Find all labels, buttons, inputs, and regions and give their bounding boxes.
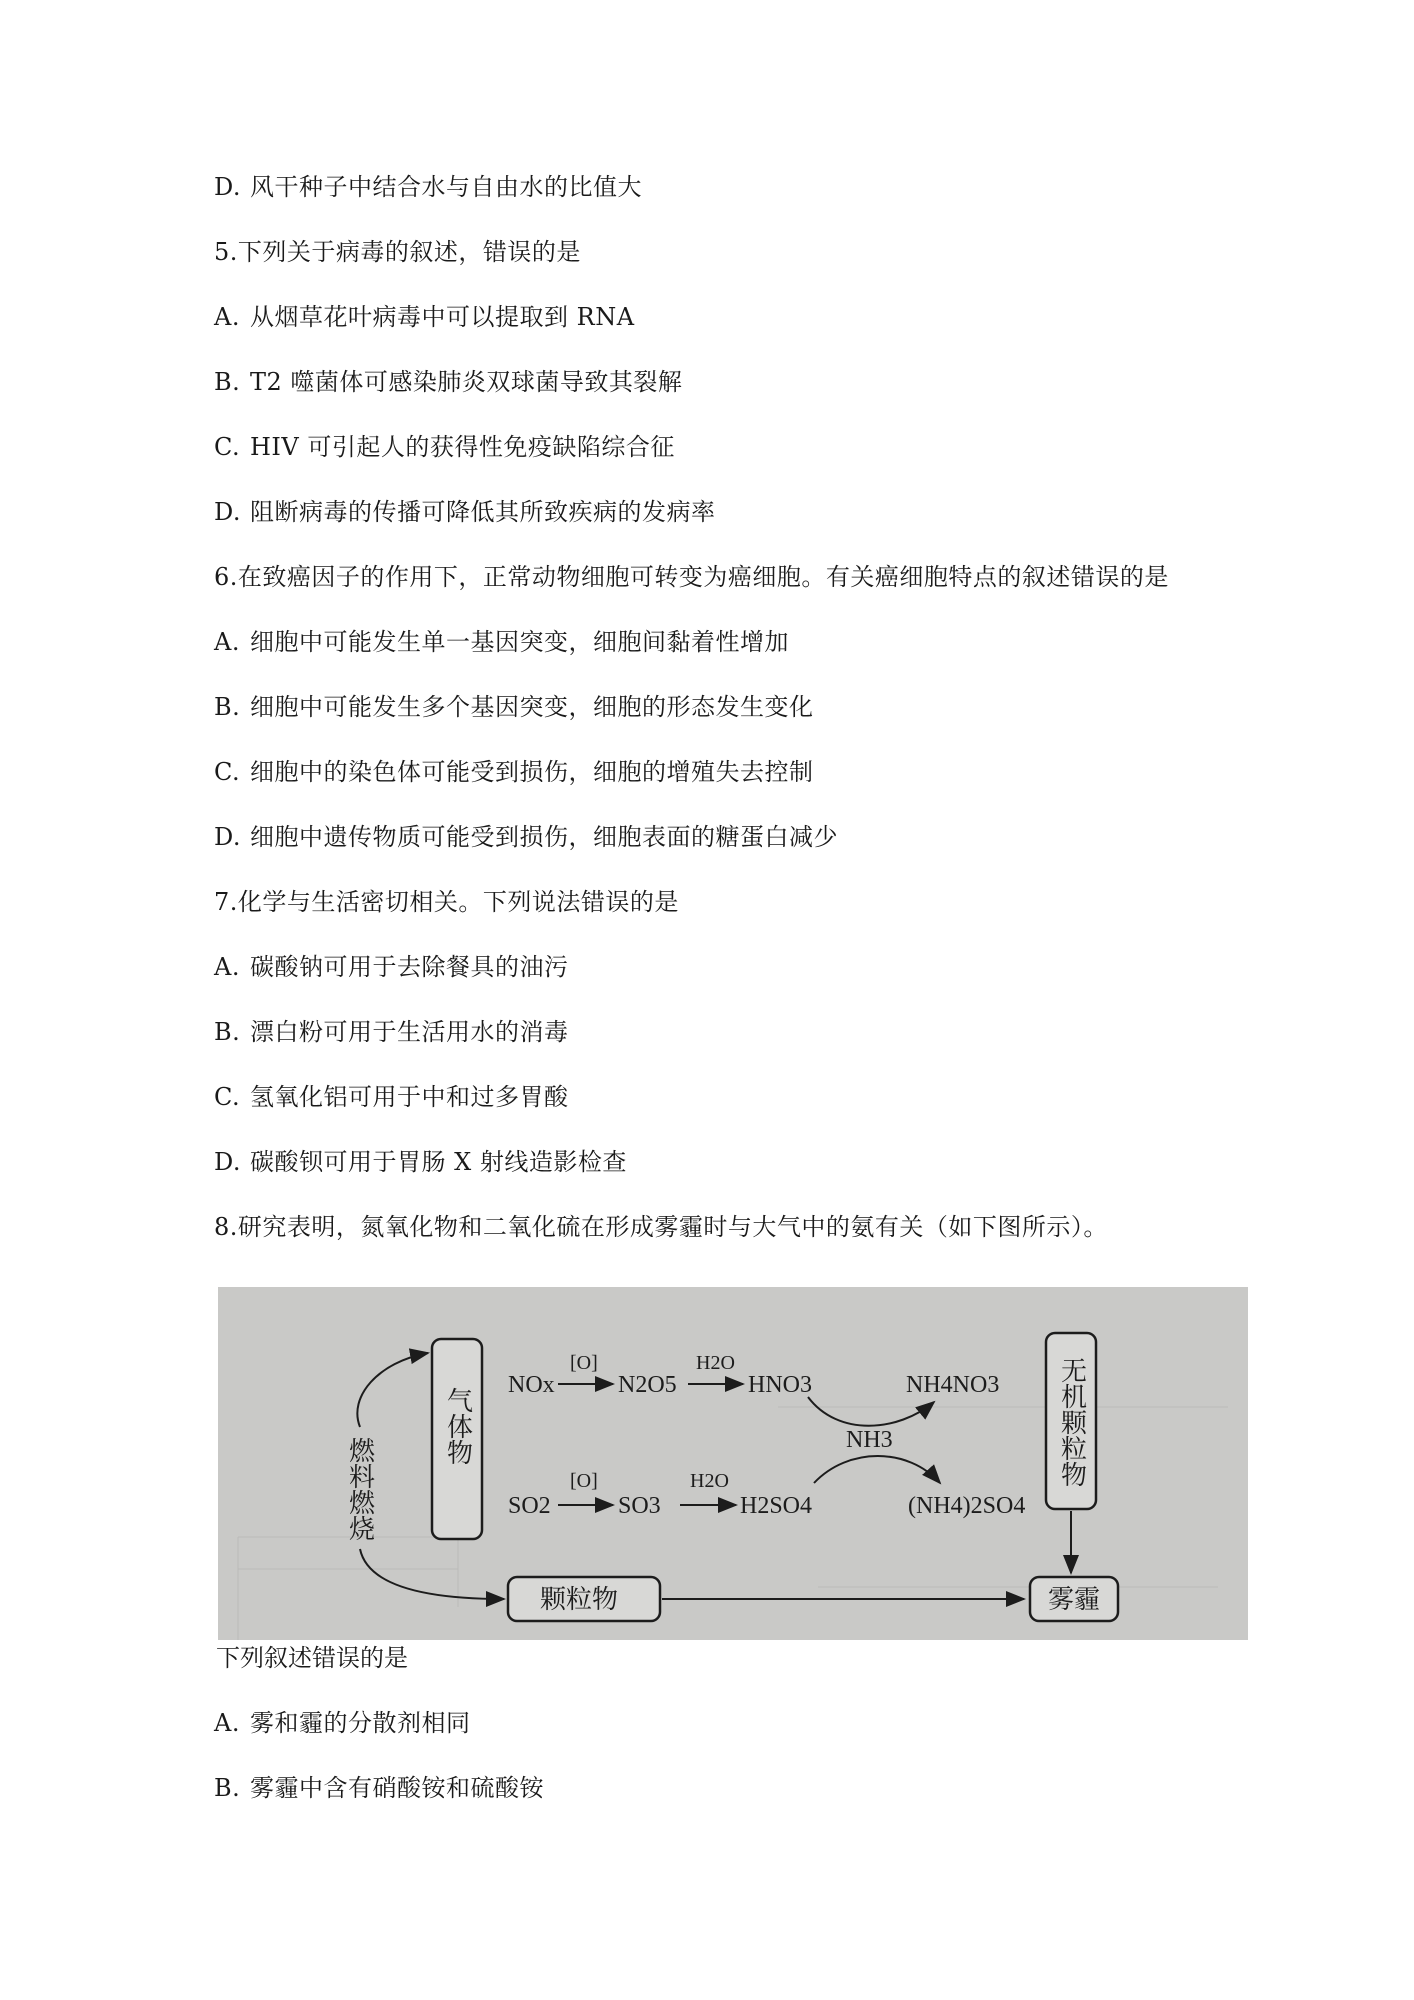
row2-h2so4: H2SO4: [740, 1493, 813, 1519]
row2-nh4so4: (NH4)2SO4: [908, 1493, 1026, 1519]
option-text: 细胞中可能发生单一基因突变，细胞间黏着性增加: [250, 628, 789, 656]
q6-option-b: [214, 692, 814, 722]
option-text: 氢氧化铝可用于中和过多胃酸: [250, 1083, 569, 1111]
q5-option-c: [214, 432, 675, 462]
option-letter: A.: [214, 1709, 240, 1737]
q6-option-d: [214, 822, 838, 852]
fuel-combustion-label: 燃料燃烧: [345, 1437, 375, 1541]
option-text: 细胞中遗传物质可能受到损伤，细胞表面的糖蛋白减少: [250, 823, 838, 851]
row1-op2: H2O: [696, 1352, 735, 1374]
option-text: 漂白粉可用于生活用水的消毒: [250, 1018, 569, 1046]
option-letter: C.: [214, 758, 241, 786]
q5-option-b: [214, 367, 682, 397]
row1-nh4no3: NH4NO3: [906, 1372, 1000, 1398]
option-letter: C.: [214, 1083, 241, 1111]
q6-option-c: [214, 757, 814, 787]
option-letter: B.: [214, 693, 241, 721]
option-text: HIV 可引起人的获得性免疫缺陷综合征: [250, 433, 675, 461]
q8-option-b: [214, 1773, 544, 1803]
q8-after-figure: 下列叙述错误的是: [216, 1644, 408, 1672]
option-text: 细胞中可能发生多个基因突变，细胞的形态发生变化: [250, 693, 814, 721]
q6-option-a: [214, 627, 789, 657]
inorganic-particles-label: 无机颗粒物: [1057, 1357, 1087, 1487]
row1-curve-arrow: [808, 1397, 934, 1426]
q7-option-d: [214, 1147, 627, 1177]
particles-label: 颗粒物: [540, 1585, 619, 1614]
option-letter: D.: [214, 1148, 242, 1176]
q6-stem: 6.在致癌因子的作用下，正常动物细胞可转变为癌细胞。有关癌细胞特点的叙述错误的是: [214, 563, 1169, 591]
fuel-to-particles-arrow: [360, 1549, 504, 1599]
q7-stem: 7.化学与生活密切相关。下列说法错误的是: [214, 888, 679, 916]
option-letter: B.: [214, 1018, 241, 1046]
option-letter: D.: [214, 173, 242, 201]
option-text: 风干种子中结合水与自由水的比值大: [250, 173, 642, 201]
q7-option-b: [214, 1017, 569, 1047]
nh3-label: NH3: [846, 1427, 893, 1453]
row1-n2o5: N2O5: [618, 1372, 677, 1398]
row1-hno3: HNO3: [748, 1372, 812, 1398]
option-letter: B.: [214, 368, 241, 396]
row1-nox: NOx: [508, 1372, 555, 1398]
gas-label: 气体物: [443, 1387, 473, 1465]
row2-op1: [O]: [570, 1470, 598, 1492]
fuel-to-gas-arrow: [357, 1353, 428, 1427]
option-text: 细胞中的染色体可能受到损伤，细胞的增殖失去控制: [250, 758, 814, 786]
q5-stem: 5.下列关于病毒的叙述，错误的是: [214, 238, 581, 266]
option-text: 从烟草花叶病毒中可以提取到 RNA: [250, 303, 635, 331]
option-letter: D.: [214, 498, 242, 526]
q4-option-d: [214, 172, 642, 202]
q8-stem: 8.研究表明，氮氧化物和二氧化硫在形成雾霾时与大气中的氨有关（如下图所示）。: [214, 1213, 1108, 1241]
q7-option-c: [214, 1082, 569, 1112]
q8-option-a: [214, 1708, 471, 1738]
option-letter: C.: [214, 433, 241, 461]
q7-option-a: [214, 952, 569, 982]
row2-op2: H2O: [690, 1470, 729, 1492]
smog-label: 雾霾: [1048, 1585, 1101, 1614]
option-text: 碳酸钡可用于胃肠 X 射线造影检查: [250, 1148, 627, 1176]
option-text: 阻断病毒的传播可降低其所致疾病的发病率: [250, 498, 716, 526]
row2-so3: SO3: [618, 1493, 661, 1519]
option-text: 雾霾中含有硝酸铵和硫酸铵: [250, 1774, 544, 1802]
row1-op1: [O]: [570, 1352, 598, 1374]
option-letter: A.: [214, 628, 240, 656]
option-text: T2 噬菌体可感染肺炎双球菌导致其裂解: [250, 368, 683, 396]
option-letter: A.: [214, 303, 240, 331]
q5-option-d: [214, 497, 716, 527]
option-text: 碳酸钠可用于去除餐具的油污: [250, 953, 569, 981]
row2-curve-arrow: [814, 1456, 940, 1483]
q5-option-a: [214, 302, 635, 332]
option-letter: A.: [214, 953, 240, 981]
option-letter: B.: [214, 1774, 241, 1802]
option-letter: D.: [214, 823, 242, 851]
option-text: 雾和霾的分散剂相同: [250, 1709, 471, 1737]
smog-formation-diagram: [218, 1287, 1248, 1640]
row2-so2: SO2: [508, 1493, 551, 1519]
